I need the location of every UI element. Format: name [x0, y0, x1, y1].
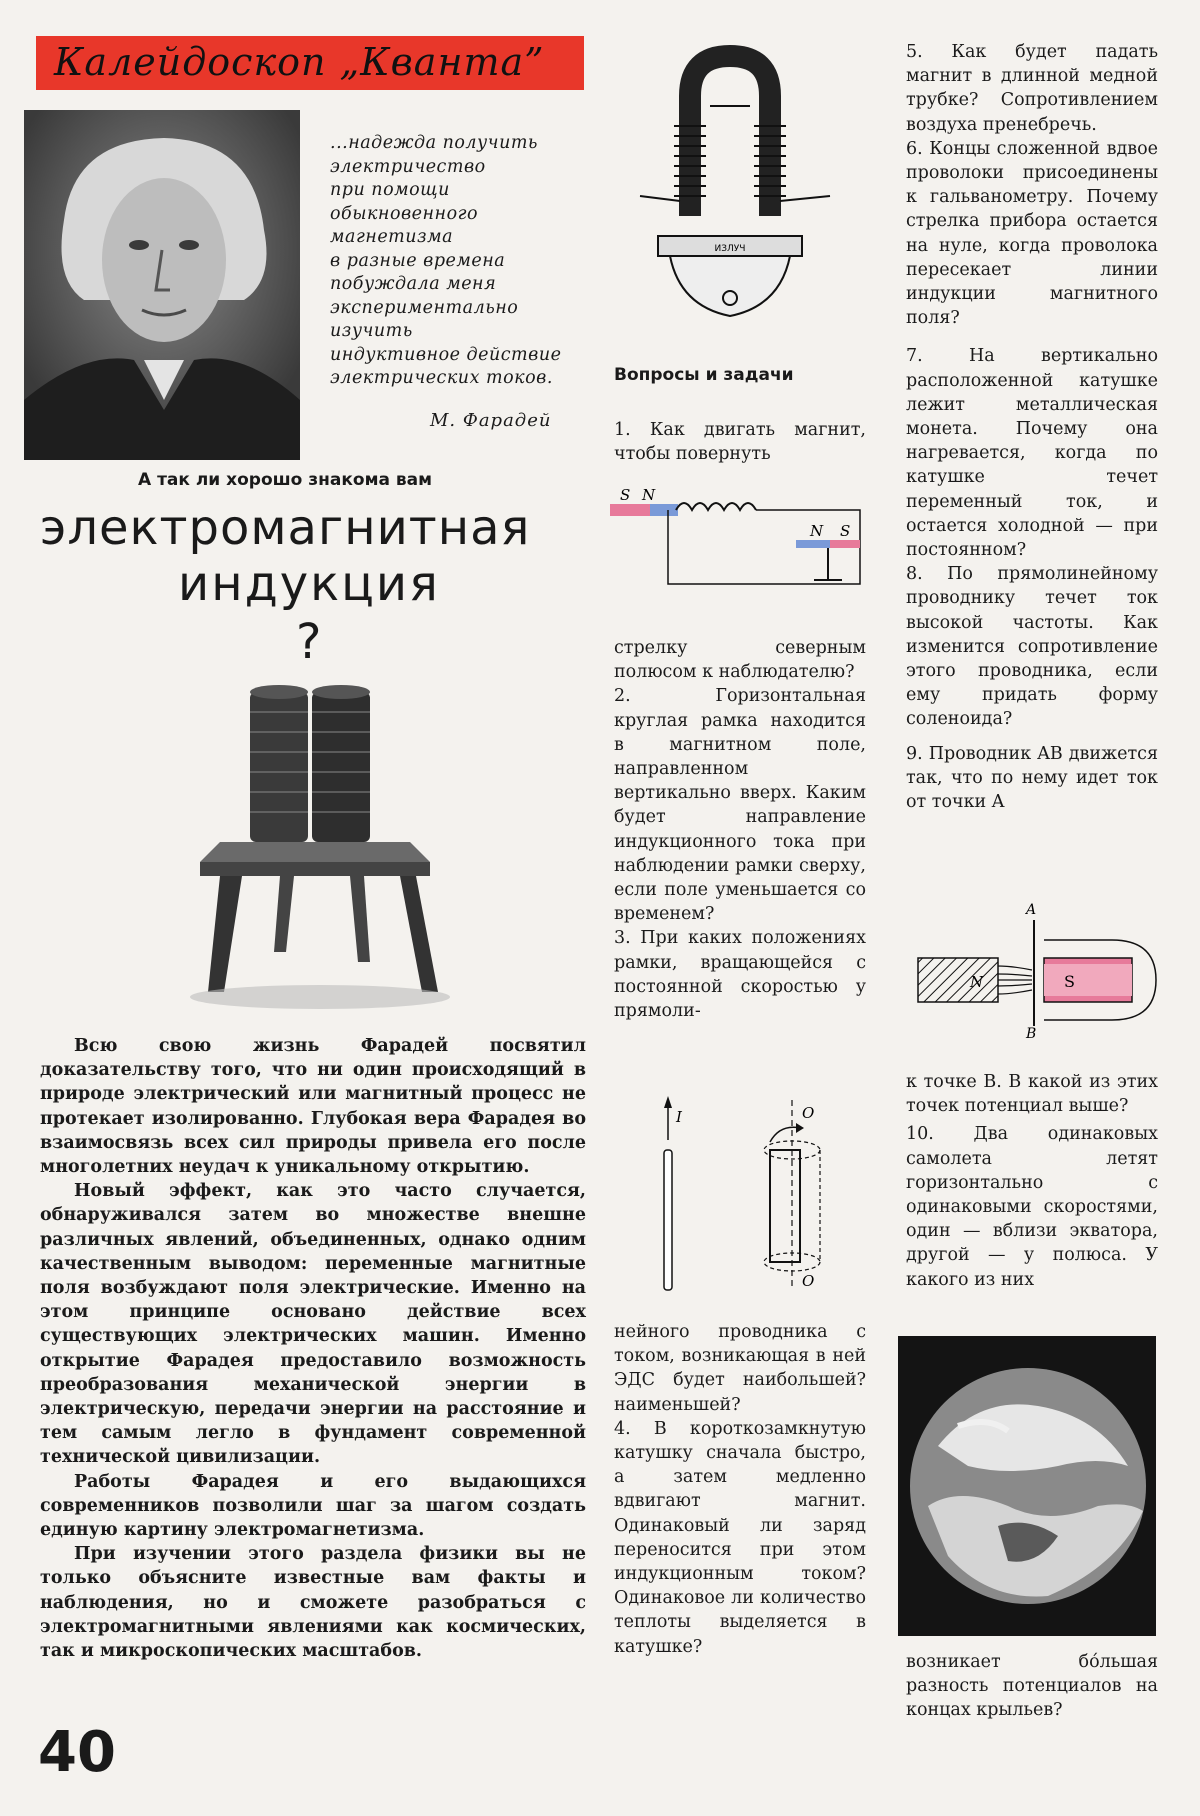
questions-col2 — [614, 636, 866, 1023]
question-text: 7. На вертикально расположенной катушке лежит металлическая монета. Почему она нагревается, когда по катушке течет переменный ток, и остается холодной — при постоянном? — [906, 346, 1158, 561]
quote-author: М. Фарадей — [430, 410, 552, 431]
quote-line: при помощи — [330, 180, 450, 200]
question-text: 10. Два одинаковых самолета летят горизонтально с одинаковыми скоростями, один — вблизи экватора, другой — у полюса. У какого из них — [906, 1124, 1158, 1290]
body-paragraph: Всю свою жизнь Фарадей посвятил доказательству того, что ни один происходящий в природе электрический или магнитный процесс не протекает изолированно. Глубокая вера Фарадея во взаимосвязь всех сил природы привела его после многолетних неудач к уникальному открытию. — [40, 1036, 586, 1178]
quote-line: электрических токов. — [330, 368, 553, 388]
pole-label-n: N — [970, 973, 984, 991]
article-title-line1: электромагнитная — [40, 500, 531, 556]
conductor-frame-figure — [640, 1090, 840, 1300]
question-text: к точке B. В какой из этих точек потенциал выше? — [906, 1072, 1158, 1117]
question-text: стрелку северным полюсом к наблюдателю? — [614, 638, 866, 683]
question-text: 1. Как двигать магнит, чтобы повернуть — [614, 420, 866, 465]
question-1a — [614, 418, 866, 466]
article-subtitle: А так ли хорошо знакома вам — [138, 470, 433, 490]
question-text: 9. Проводник AB движется так, что по нему идет ток от точки A — [906, 743, 1158, 813]
quote-line: магнетизма — [330, 227, 454, 247]
axis-label-o-top: O — [802, 1104, 815, 1122]
article-title-mark: ? — [296, 614, 322, 670]
page-number: 40 — [38, 1720, 116, 1785]
point-label-a: A — [1026, 902, 1037, 918]
current-label-i: I — [676, 1108, 682, 1126]
pole-label-s: S — [1064, 972, 1075, 991]
compass-label-n: N — [810, 522, 824, 540]
question-text: возникает бо́льшая разность потенциалов на концах крыльев? — [906, 1652, 1158, 1721]
quote-line: изучить — [330, 321, 413, 341]
questions-col3 — [906, 40, 1158, 814]
quote-line: индуктивное действие — [330, 344, 562, 365]
questions-col2-bottom — [614, 1320, 866, 1659]
question-text: 4. В короткозамкнутую катушку сначала быстро, а затем медленно вдвигают магнит. Одинаковый ли заряд переносится при этом индукционным током? Одинаковое ли количество теплоты выделяется в катушке? — [614, 1418, 866, 1657]
body-paragraph: Работы Фарадея и его выдающихся современников позволили шаг за шагом создать единую картину электромагнетизма. — [40, 1471, 586, 1541]
banner — [36, 36, 584, 90]
question-text: 5. Как будет падать магнит в длинной медной трубке? Сопротивлением воздуха пренебречь. — [906, 42, 1158, 135]
conductor-ab-figure — [912, 900, 1162, 1040]
question-10b — [906, 1650, 1158, 1723]
quote-line: обыкновенного — [330, 203, 478, 224]
article-title-line2: индукция — [178, 556, 440, 612]
quote-line: электричество — [330, 156, 486, 177]
magnet-label-n: N — [642, 486, 656, 504]
magnet-coil-compass-figure — [606, 480, 868, 600]
question-text: 6. Концы сложенной вдвое проволоки присоединены к гальванометру. Почему стрелка прибора остается на нуле, когда проволока пересекает линии индукции магнитного поля? — [906, 138, 1158, 329]
body-paragraph: Новый эффект, как это часто случается, обнаруживался затем во множестве внешне различных явлений, объединенных, однако одним качественным выводом: переменные магнитные поля возбуждают поля электрические. Именно на этом принципе основано действие всех существующих электрических машин. Именно открытие Фарадея предоставило возможность преобразования механической энергии в электрическую, передачи энергии на расстояние и тем самым легло в фундамент современной технической цивилизации. — [40, 1181, 586, 1468]
axis-label-o-bottom: O — [802, 1272, 815, 1290]
article-body — [40, 1034, 586, 1663]
questions-heading: Вопросы и задачи — [614, 365, 794, 385]
horseshoe-magnet-figure — [610, 36, 840, 336]
faraday-quote — [330, 132, 590, 391]
quote-line: в разные времена — [330, 250, 506, 271]
horseshoe-plate-label: ИЗЛУЧ — [714, 244, 746, 254]
compass-label-s: S — [840, 522, 851, 540]
question-text: 8. По прямолинейному проводнику течет ток высокой частоты. Как изменится сопротивление этого проводника, если ему придать форму соленоида? — [906, 564, 1158, 730]
induction-coil-engraving — [190, 672, 470, 1012]
faraday-portrait — [24, 110, 300, 460]
banner-title: Калейдоскоп „Кванта” — [54, 40, 545, 84]
quote-line: экспериментально — [330, 297, 519, 318]
quote-line: побуждала меня — [330, 274, 497, 294]
quote-line: ...надежда получить — [330, 133, 538, 153]
questions-col3-bottom — [906, 1070, 1158, 1292]
earth-photo — [898, 1336, 1156, 1636]
magnet-label-s: S — [620, 486, 631, 504]
body-paragraph: При изучении этого раздела физики вы не только объясните известные вам факты и наблюдения, но и сможете разобраться с электромагнитными явлениями как космических, так и микроскопических масштабов. — [40, 1544, 586, 1662]
question-text: 3. При каких положениях рамки, вращающейся с постоянной скоростью у прямоли- — [614, 928, 866, 1022]
question-text: нейного проводника с током, возникающая в ней ЭДС будет наибольшей? наименьшей? — [614, 1322, 866, 1415]
question-text: 2. Горизонтальная круглая рамка находится в магнитном поле, направленном вертикально вверх. Каким будет направление индукционного тока при наблюдении рамки сверху, если поле уменьшается со временем? — [614, 686, 866, 925]
point-label-b: B — [1026, 1026, 1037, 1040]
